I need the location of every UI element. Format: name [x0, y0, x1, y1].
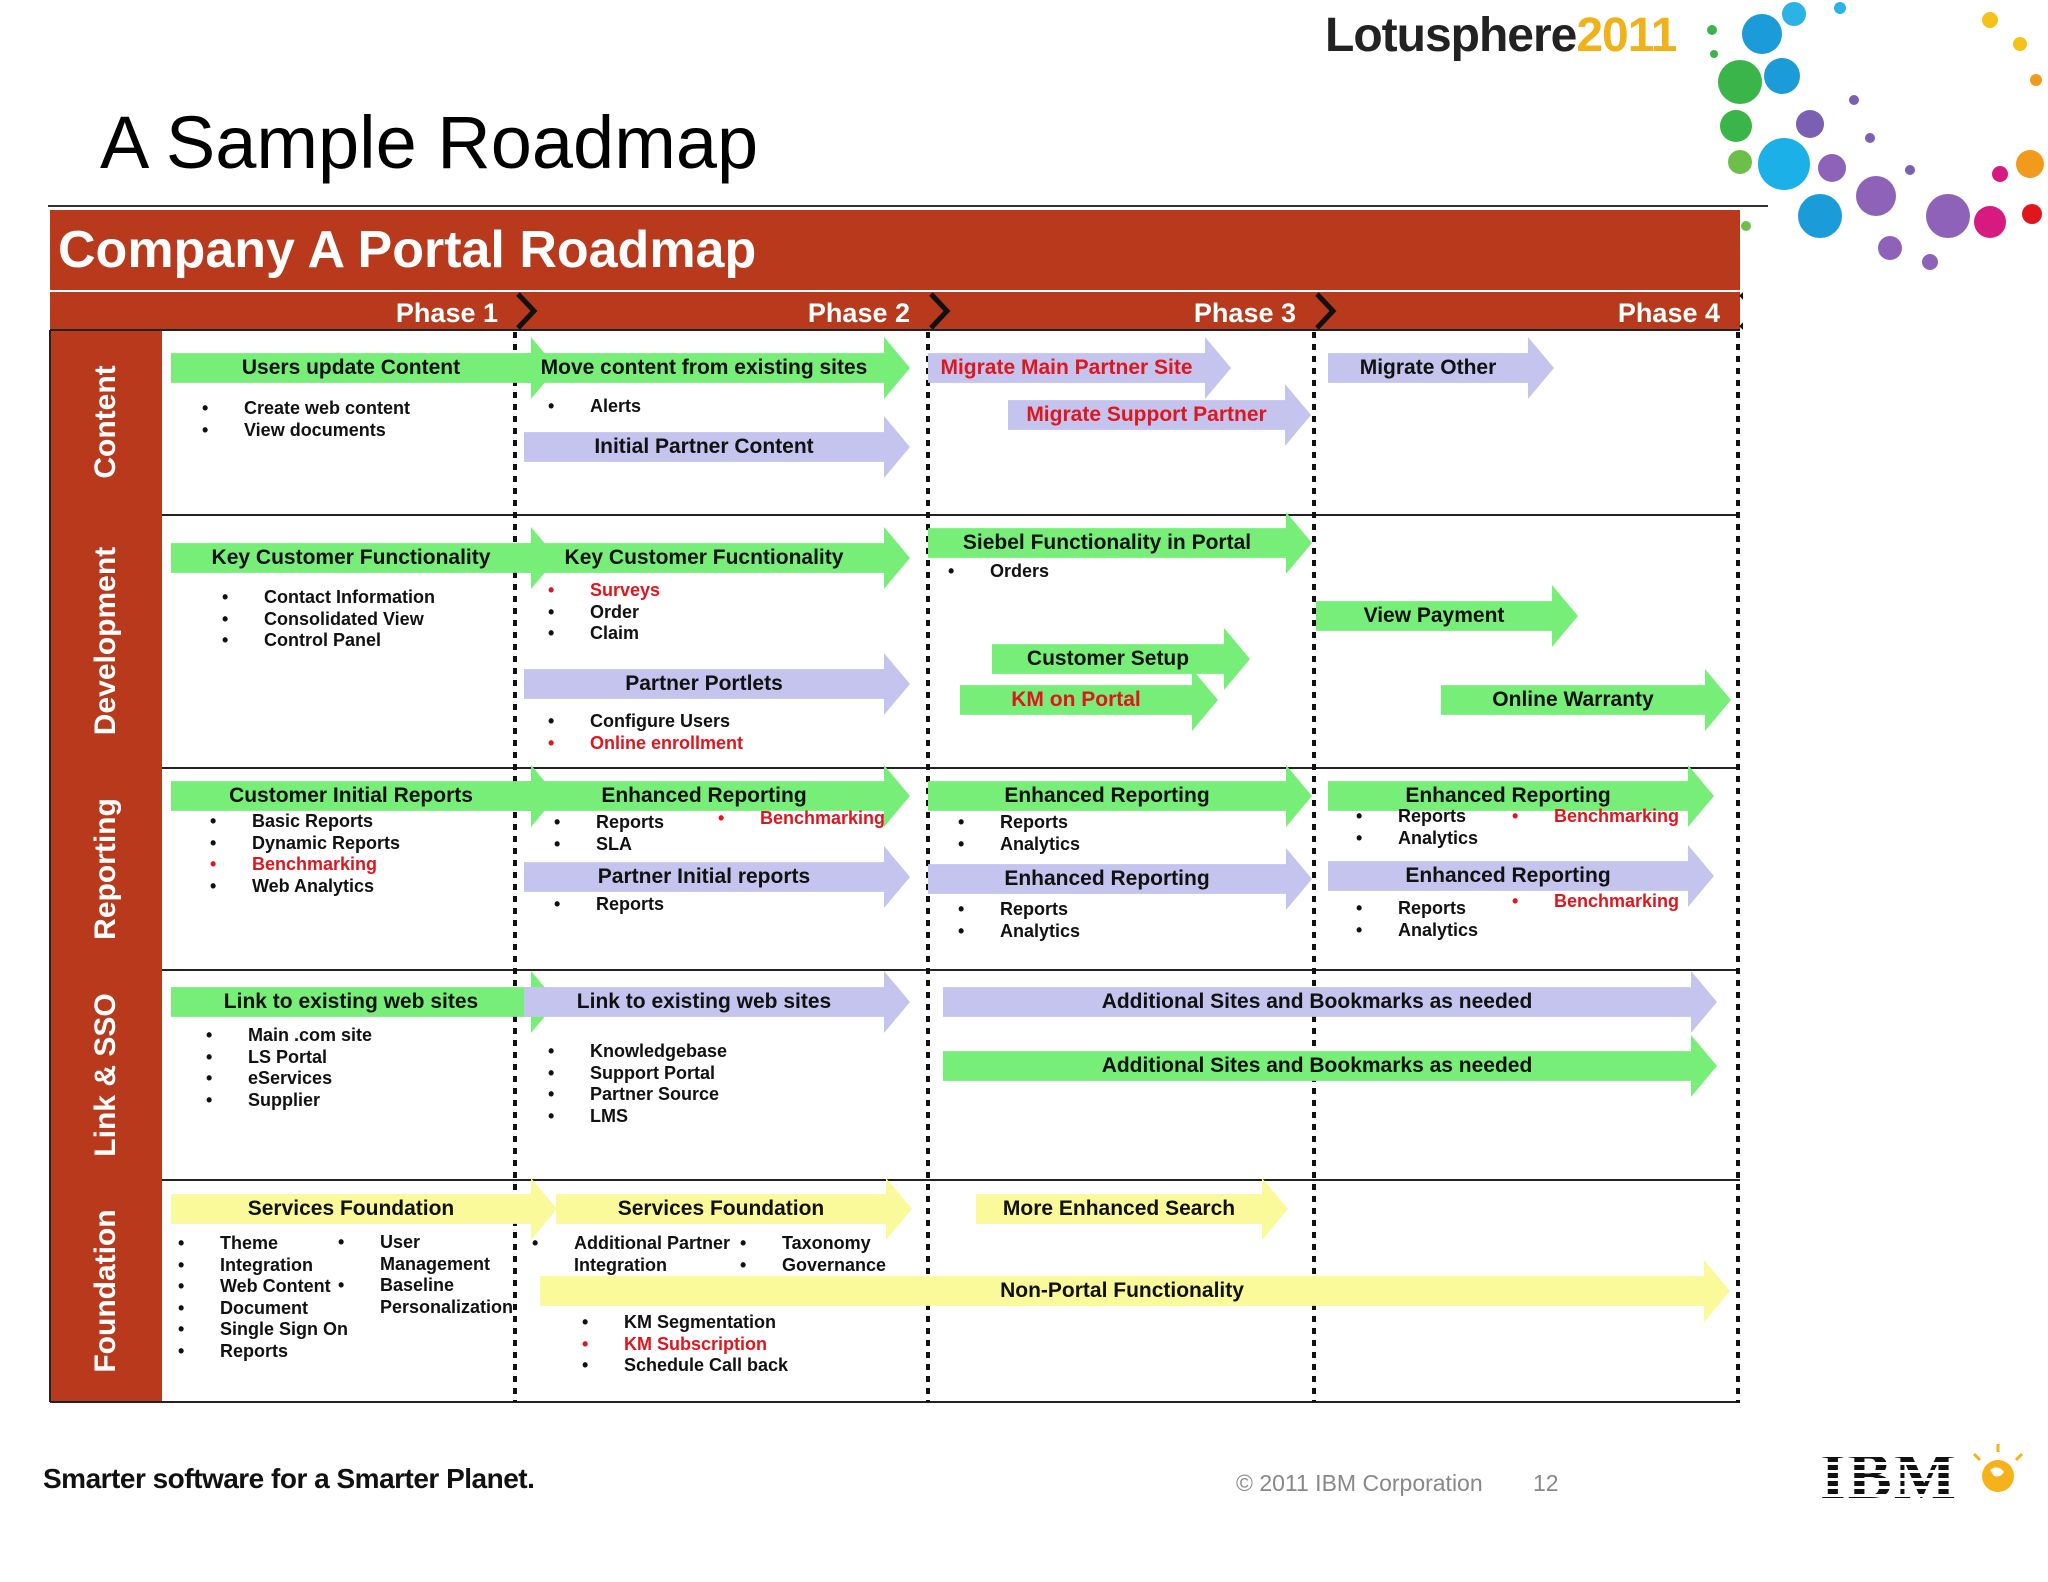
page-number: 12: [1533, 1470, 1559, 1496]
list-item: • Dynamic Reports: [210, 833, 400, 855]
list-item: • Knowledgebase: [548, 1041, 727, 1063]
reporting-p4-list: [1356, 806, 1478, 849]
arrow-move-content: Move content from existing sites: [524, 337, 910, 399]
list-item: • Create web content: [202, 398, 410, 420]
content-p2-list: [548, 396, 641, 418]
list-item: • Analytics: [958, 921, 1080, 943]
arrow-initial-partner-content: Initial Partner Content: [524, 416, 910, 478]
link-p1-list: [206, 1025, 372, 1111]
list-item: • LS Portal: [206, 1047, 372, 1069]
list-item: • Analytics: [958, 834, 1080, 856]
arrow-migrate-main-partner-site: Migrate Main Partner Site: [928, 337, 1231, 399]
list-item: • Support Portal: [548, 1063, 727, 1085]
brand-text: Lotusphere: [1325, 9, 1577, 62]
list-item: • Control Panel: [222, 630, 435, 652]
phase-4-label: Phase 4: [1617, 298, 1720, 328]
list-item: • Configure Users: [548, 711, 743, 733]
list-item: • Reports: [958, 812, 1080, 834]
phase-1-label: Phase 1: [395, 298, 498, 328]
row-label-link-sso: Link & SSO: [89, 993, 122, 1157]
reporting-p4-list-b: [1512, 806, 1679, 828]
row-label-reporting: Reporting: [89, 798, 122, 940]
foundation-p2-list2: [582, 1312, 788, 1377]
title-divider: [48, 205, 1768, 207]
phase-3-label: Phase 3: [1193, 298, 1296, 328]
list-item: • Order: [548, 602, 660, 624]
foundation-p1-list-a: [178, 1233, 348, 1362]
arrow-additional-sites-lavender: Additional Sites and Bookmarks as needed: [943, 971, 1717, 1033]
arrow-more-enhanced-search: More Enhanced Search: [976, 1178, 1288, 1240]
copyright-text: © 2011 IBM Corporation: [1236, 1470, 1483, 1496]
list-item: • Reports: [958, 899, 1080, 921]
list-item: • Web Content: [178, 1276, 348, 1298]
content-p1-list: [202, 398, 410, 441]
arrow-link-existing-sites-p1: Link to existing web sites: [171, 971, 557, 1033]
list-item: • Supplier: [206, 1090, 372, 1112]
list-item: Personalization: [380, 1296, 514, 1317]
list-item: • Reports: [1356, 898, 1478, 920]
row-label-content: Content: [89, 365, 122, 479]
list-item: • Benchmarking: [210, 854, 400, 876]
ibm-logo-icon: [1820, 1440, 2030, 1520]
list-item: Management: [380, 1253, 491, 1274]
list-item: • Single Sign On: [178, 1319, 348, 1341]
reporting-p4-list2-b: [1512, 891, 1679, 913]
list-item: • Consolidated View: [222, 609, 435, 631]
list-item: • Orders: [948, 561, 1049, 583]
row-label-development: Development: [89, 546, 122, 736]
arrow-key-customer-functionality: Key Customer Functionality: [171, 527, 557, 589]
list-item: • LMS: [548, 1106, 727, 1128]
arrow-view-payment: View Payment: [1316, 585, 1578, 647]
list-item: • Main .com site: [206, 1025, 372, 1047]
list-item: • Benchmarking: [1512, 806, 1679, 828]
arrow-partner-portlets: Partner Portlets: [524, 653, 910, 715]
list-item: • Governance: [740, 1255, 886, 1277]
arrow-siebel-functionality: Siebel Functionality in Portal: [928, 512, 1312, 574]
list-item: • Benchmarking: [718, 808, 885, 830]
development-p3-list: [948, 561, 1049, 583]
arrow-customer-setup: Customer Setup: [992, 628, 1250, 690]
reporting-p2-list2: [554, 894, 664, 916]
list-item: • eServices: [206, 1068, 372, 1090]
list-item: • Surveys: [548, 580, 660, 602]
lotusphere-logo: [1325, 8, 1677, 63]
development-p2-list: [548, 580, 660, 645]
arrow-online-warranty: Online Warranty: [1441, 669, 1731, 731]
list-item: • SLA: [554, 834, 664, 856]
arrow-enhanced-reporting-p4: Enhanced Reporting: [1328, 765, 1714, 827]
reporting-p2-list-b: [718, 808, 885, 830]
link-p2-list: [548, 1041, 727, 1127]
ibm-logo: [1820, 1440, 2030, 1525]
reporting-p4-list2: [1356, 898, 1478, 941]
arrow-services-foundation-p1: Services Foundation: [171, 1178, 557, 1240]
list-item: • Claim: [548, 623, 660, 645]
list-item: • Reports: [1356, 806, 1478, 828]
brand-year: 2011: [1576, 9, 1677, 62]
arrow-partner-initial-reports: Partner Initial reports: [524, 846, 910, 908]
list-item: • View documents: [202, 420, 410, 442]
arrow-key-customer-fucntionality: Key Customer Fucntionality: [524, 527, 910, 589]
list-item: • KM Segmentation: [582, 1312, 788, 1334]
foundation-p1-list-b: [338, 1232, 513, 1318]
development-p1-list: [222, 587, 435, 652]
footer-tagline: Smarter software for a Smarter Planet.: [43, 1463, 535, 1494]
arrow-migrate-support-partner: Migrate Support Partner: [1008, 384, 1311, 446]
list-item: • Document: [178, 1298, 348, 1320]
reporting-p3-list2: [958, 899, 1080, 942]
roadmap-title: Company A Portal Roadmap: [58, 221, 757, 279]
list-item: • Reports: [554, 812, 664, 834]
dots-decoration-icon: [1690, 0, 2048, 280]
list-item: • Analytics: [1356, 920, 1478, 942]
list-item: Integration: [574, 1254, 667, 1275]
list-item: • Alerts: [548, 396, 641, 418]
arrow-non-portal-functionality: Non-Portal Functionality: [540, 1260, 1730, 1322]
development-p2-list2: [548, 711, 743, 754]
arrow-customer-initial-reports: Customer Initial Reports: [171, 765, 557, 827]
arrow-services-foundation-p2: Services Foundation: [556, 1178, 912, 1240]
list-item: • Reports: [178, 1341, 348, 1363]
list-item: • Web Analytics: [210, 876, 400, 898]
list-item: • Schedule Call back: [582, 1355, 788, 1377]
arrow-enhanced-reporting-p3: Enhanced Reporting: [928, 765, 1312, 827]
list-item: • Basic Reports: [210, 811, 400, 833]
roadmap-diagram: [48, 210, 1743, 1405]
list-item: • Taxonomy: [740, 1233, 886, 1255]
phase-2-label: Phase 2: [807, 298, 910, 328]
arrow-enhanced-reporting-p4b: Enhanced Reporting: [1328, 845, 1714, 907]
arrow-additional-sites-green: Additional Sites and Bookmarks as needed: [943, 1035, 1717, 1097]
list-item: • Analytics: [1356, 828, 1478, 850]
list-item: • Online enrollment: [548, 733, 743, 755]
list-item: • User: [338, 1232, 513, 1254]
reporting-p1-list: [210, 811, 400, 897]
list-item: • Theme: [178, 1233, 348, 1255]
list-item: • Additional Partner: [532, 1233, 730, 1255]
row-label-foundation: Foundation: [89, 1209, 122, 1373]
list-item: • Partner Source: [548, 1084, 727, 1106]
list-item: • KM Subscription: [582, 1334, 788, 1356]
arrow-migrate-other: Migrate Other: [1328, 337, 1554, 399]
slide-title: A Sample Roadmap: [100, 101, 759, 184]
list-item: • Baseline: [338, 1275, 513, 1297]
arrow-link-existing-sites-p2: Link to existing web sites: [524, 971, 910, 1033]
arrow-km-on-portal: KM on Portal: [960, 669, 1218, 731]
list-item: • Benchmarking: [1512, 891, 1679, 913]
list-item: • Reports: [554, 894, 664, 916]
list-item: • Contact Information: [222, 587, 435, 609]
list-item: • Integration: [178, 1255, 348, 1277]
arrow-enhanced-reporting-p3b: Enhanced Reporting: [928, 848, 1312, 910]
arrow-users-update-content: Users update Content: [171, 337, 557, 399]
arrow-enhanced-reporting-p2: Enhanced Reporting: [524, 765, 910, 827]
